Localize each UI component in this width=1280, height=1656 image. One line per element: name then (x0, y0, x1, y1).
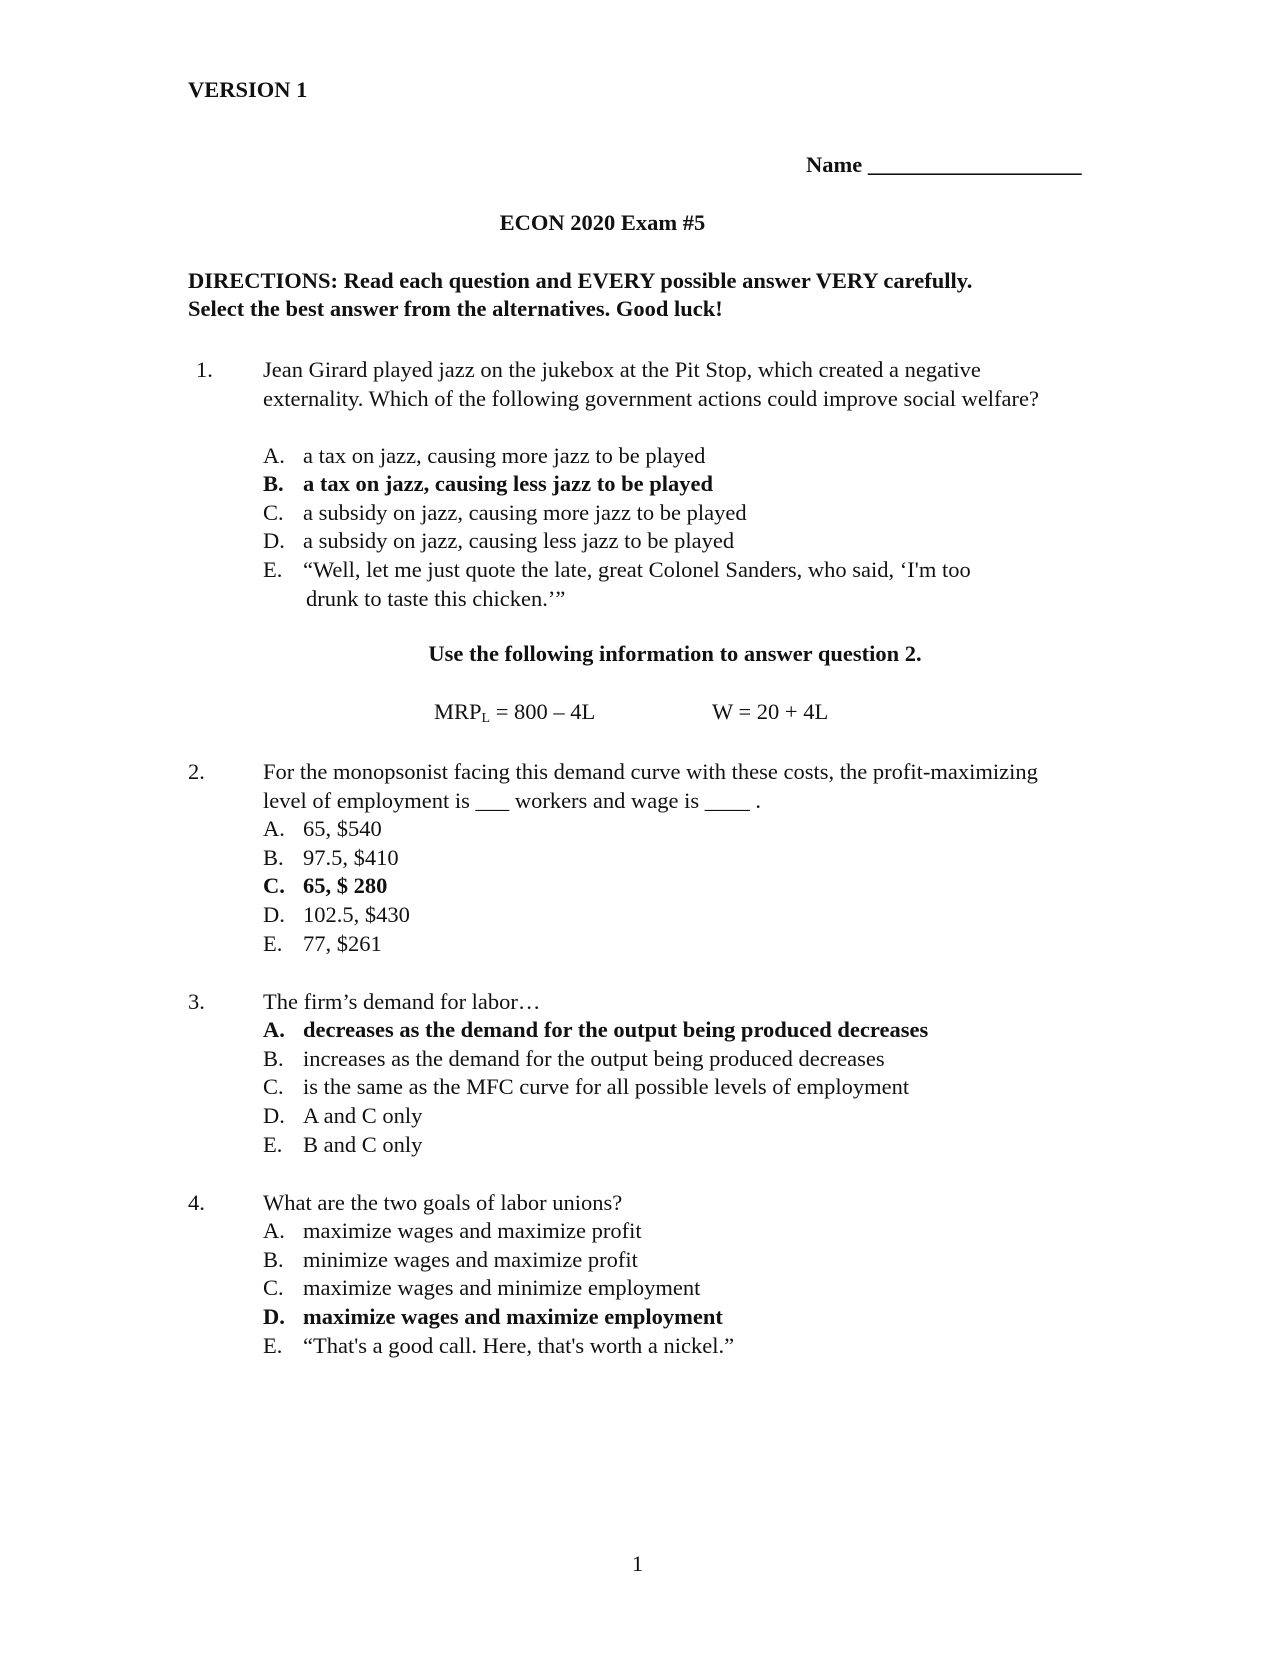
option-text: a subsidy on jazz, causing more jazz to be played (303, 500, 747, 525)
equation-mrp-rest: = 800 – 4L (490, 699, 596, 724)
equation-mrp-subscript: L (481, 711, 491, 726)
equation-wage: W = 20 + 4L (712, 699, 829, 724)
option-letter: D. (263, 902, 285, 927)
question-number: 2. (188, 759, 205, 784)
option-letter: E. (263, 1333, 283, 1358)
answer-option-correct (263, 470, 713, 499)
option-text: a subsidy on jazz, causing less jazz to be played (303, 528, 735, 553)
option-text: 77, $261 (303, 931, 382, 956)
option-letter: A. (263, 816, 285, 841)
equation-mrp (434, 698, 595, 726)
answer-option (263, 901, 410, 930)
option-letter: E. (263, 931, 283, 956)
option-letter: B. (263, 1046, 284, 1071)
question-text: The firm’s demand for labor… (263, 989, 541, 1014)
answer-option (263, 556, 1083, 613)
option-text: minimize wages and maximize profit (303, 1247, 638, 1272)
option-text: 102.5, $430 (303, 902, 410, 927)
answer-option (263, 1131, 422, 1160)
option-letter: C. (263, 1275, 284, 1300)
answer-option (263, 499, 747, 528)
option-text: maximize wages and maximize employment (303, 1304, 723, 1329)
answer-option (263, 1217, 642, 1246)
info-heading: Use the following information to answer question 2. (428, 641, 922, 666)
answer-option (263, 930, 382, 959)
option-letter: D. (263, 528, 285, 553)
answer-option (263, 442, 705, 471)
question-text: Jean Girard played jazz on the jukebox at the Pit Stop, which created a negative externality. Which of the following government actions could improve social welfare? (263, 357, 1039, 411)
option-text: “That's a good call. Here, that's worth a nickel.” (303, 1333, 735, 1358)
answer-option (263, 1102, 422, 1131)
directions (188, 267, 1088, 323)
option-text: “Well, let me just quote the late, great Colonel Sanders, who said, ‘I'm too (303, 557, 971, 582)
answer-option (263, 1073, 909, 1102)
equation-mrp-prefix: MRP (434, 699, 482, 724)
answer-option-correct (263, 872, 387, 901)
answer-option (263, 1274, 700, 1303)
option-text: A and C only (303, 1103, 423, 1128)
answer-option-correct (263, 1303, 723, 1332)
option-letter: C. (263, 873, 285, 898)
option-letter: A. (263, 1218, 285, 1243)
option-letter: E. (263, 557, 283, 582)
option-letter: B. (263, 845, 284, 870)
question-text: What are the two goals of labor unions? (263, 1190, 623, 1215)
answer-option-correct (263, 1016, 928, 1045)
option-text: 97.5, $410 (303, 845, 399, 870)
option-text: is the same as the MFC curve for all possible levels of employment (303, 1074, 910, 1099)
option-letter: A. (263, 443, 285, 468)
option-text: decreases as the demand for the output being produced decreases (303, 1017, 929, 1042)
answer-option (263, 1246, 638, 1275)
option-letter: B. (263, 1247, 284, 1272)
directions-line-2: Select the best answer from the alternatives. Good luck! (188, 296, 723, 321)
option-text: increases as the demand for the output being produced decreases (303, 1046, 885, 1071)
option-letter: B. (263, 471, 284, 496)
question-text: For the monopsonist facing this demand curve with these costs, the profit-maximizing level of employment is ___ workers and wage is ____ . (263, 759, 1038, 813)
option-text: B and C only (303, 1132, 423, 1157)
option-letter: A. (263, 1017, 285, 1042)
question-number: 3. (188, 989, 205, 1014)
option-text: 65, $540 (303, 816, 382, 841)
option-letter: C. (263, 500, 284, 525)
directions-line-1: DIRECTIONS: Read each question and EVERY possible answer VERY carefully. (188, 268, 973, 293)
option-text: a tax on jazz, causing less jazz to be played (303, 471, 713, 496)
option-letter: E. (263, 1132, 283, 1157)
option-text: maximize wages and maximize profit (303, 1218, 642, 1243)
name-field-label: Name ___________________ (806, 152, 1082, 177)
question-number: 1. (196, 357, 213, 382)
version-label: VERSION 1 (188, 77, 308, 102)
answer-option (263, 1045, 885, 1074)
answer-option (263, 527, 734, 556)
option-letter: D. (263, 1103, 285, 1128)
option-text: a tax on jazz, causing more jazz to be played (303, 443, 706, 468)
option-text: 65, $ 280 (303, 873, 388, 898)
option-text: maximize wages and minimize employment (303, 1275, 701, 1300)
answer-option (263, 844, 399, 873)
exam-title: ECON 2020 Exam #5 (499, 210, 706, 235)
answer-option (263, 1332, 734, 1361)
option-letter: D. (263, 1304, 285, 1329)
answer-option (263, 815, 382, 844)
page-number: 1 (631, 1551, 644, 1576)
option-letter: C. (263, 1074, 284, 1099)
question-number: 4. (188, 1190, 205, 1215)
option-text-continued: drunk to taste this chicken.’” (306, 585, 566, 611)
